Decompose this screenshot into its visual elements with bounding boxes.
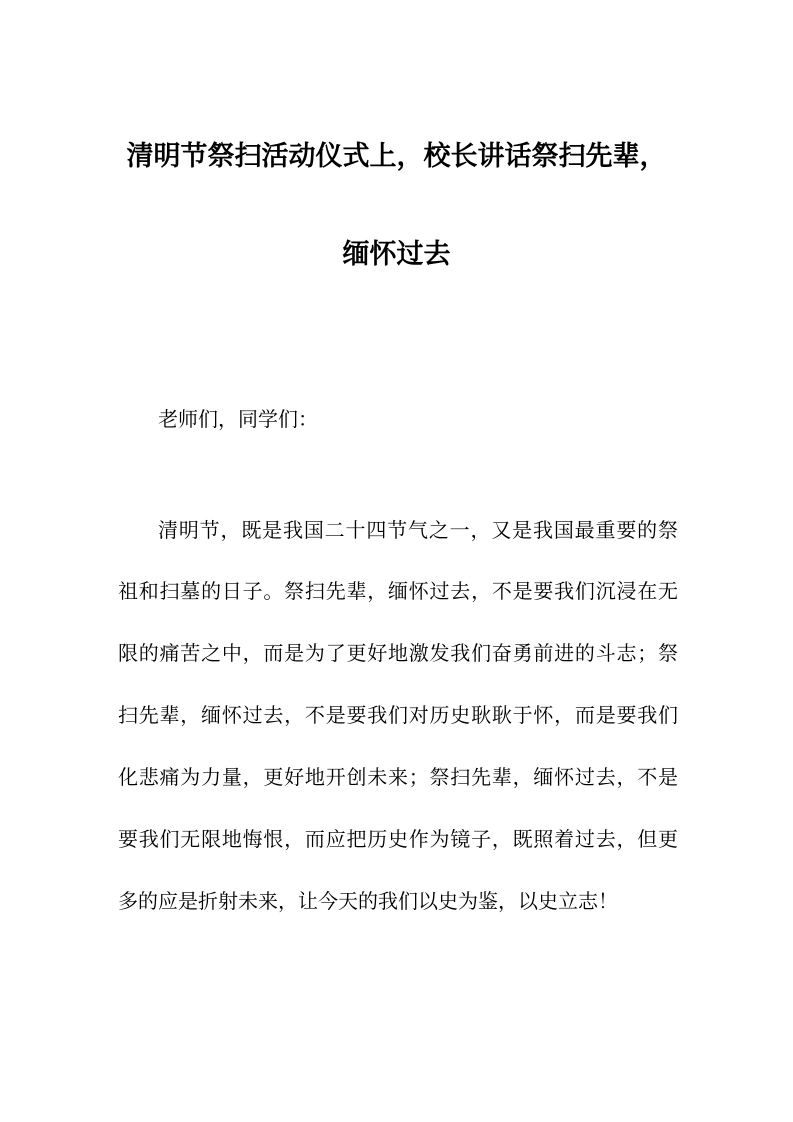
paragraph-line: 清明节，既是我国二十四节气之一，又是我国最重要的祭 <box>158 518 678 542</box>
greeting: 老师们，同学们： <box>158 407 318 431</box>
document-title-line-1: 清明节祭扫活动仪式上，校长讲话祭扫先辈， <box>126 141 667 172</box>
paragraph-line: 祖和扫墓的日子。祭扫先辈，缅怀过去，不是要我们沉浸在无 <box>118 579 678 603</box>
paragraph-line: 要我们无限地悔恨，而应把历史作为镜子，既照着过去，但更 <box>118 827 678 851</box>
paragraph-line: 多的应是折射未来，让今天的我们以史为鉴，以史立志！ <box>118 889 618 913</box>
paragraph-line: 限的痛苦之中，而是为了更好地激发我们奋勇前进的斗志；祭 <box>118 641 678 665</box>
document-title-line-2: 缅怀过去 <box>342 239 451 270</box>
paragraph-line: 扫先辈，缅怀过去，不是要我们对历史耿耿于怀，而是要我们 <box>118 703 678 727</box>
paragraph-line: 化悲痛为力量，更好地开创未来；祭扫先辈，缅怀过去，不是 <box>118 765 678 789</box>
